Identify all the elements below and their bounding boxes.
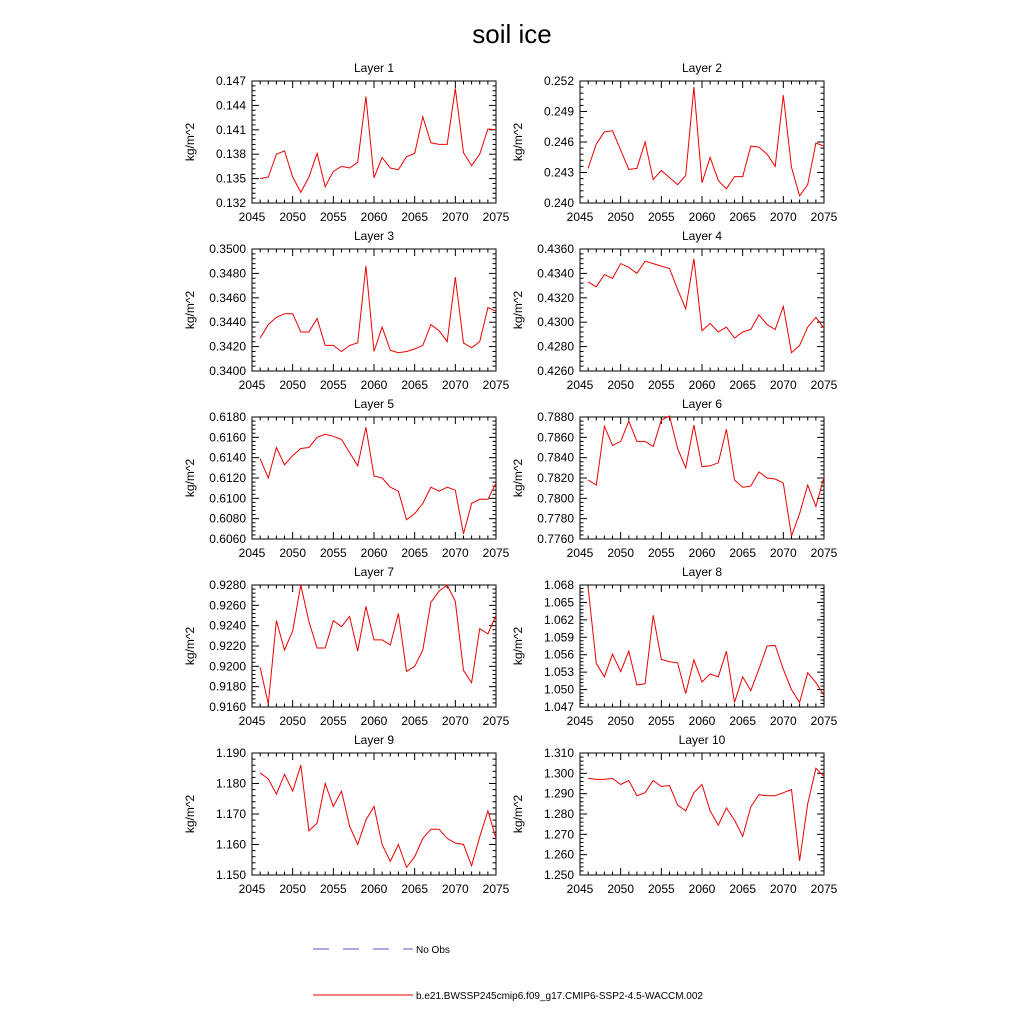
series-line (588, 768, 824, 861)
plot-frame (580, 585, 824, 707)
x-tick-label: 2050 (279, 378, 307, 392)
panel-title: Layer 7 (353, 565, 395, 579)
y-tick-label: 0.9260 (209, 598, 246, 613)
y-tick-label: 1.047 (543, 700, 574, 714)
x-tick-label: 2075 (810, 714, 838, 728)
panel-title: Layer 5 (353, 397, 395, 411)
y-axis-label: kg/m^2 (183, 122, 197, 162)
x-tick-label: 2060 (688, 546, 716, 560)
y-tick-label: 0.6140 (209, 450, 246, 465)
y-tick-label: 0.3400 (209, 364, 246, 378)
x-tick-label: 2045 (566, 378, 594, 392)
y-axis-label: kg/m^2 (511, 458, 525, 498)
y-tick-label: 0.9220 (209, 639, 246, 653)
y-tick-label: 1.270 (543, 827, 574, 842)
panel-layer-5 (183, 397, 510, 560)
x-tick-label: 2050 (279, 882, 307, 896)
x-tick-label: 2045 (566, 210, 594, 224)
y-tick-label: 0.252 (543, 74, 574, 88)
x-tick-label: 2050 (607, 546, 635, 560)
x-tick-label: 2045 (238, 546, 266, 560)
x-tick-label: 2055 (647, 378, 675, 392)
y-tick-label: 0.3480 (209, 266, 246, 281)
y-tick-label: 0.9160 (209, 700, 246, 714)
x-tick-label: 2060 (360, 378, 388, 392)
y-axis-label: kg/m^2 (511, 794, 525, 834)
panel-title: Layer 8 (681, 565, 723, 579)
series-line (260, 765, 496, 867)
y-tick-label: 1.065 (543, 595, 574, 610)
x-tick-label: 2060 (360, 546, 388, 560)
y-tick-label: 0.147 (215, 74, 246, 88)
x-tick-label: 2065 (401, 210, 429, 224)
x-tick-label: 2070 (769, 546, 797, 560)
panel-layer-2 (511, 61, 838, 224)
x-tick-label: 2045 (238, 714, 266, 728)
plot-frame (252, 753, 496, 875)
x-tick-label: 2075 (810, 882, 838, 896)
x-tick-label: 2060 (688, 882, 716, 896)
y-tick-label: 0.246 (543, 135, 574, 149)
x-tick-label: 2065 (729, 714, 757, 728)
panel-layer-10 (511, 733, 838, 896)
x-tick-label: 2065 (401, 714, 429, 728)
y-tick-label: 0.4260 (537, 364, 574, 378)
y-tick-label: 0.9180 (209, 679, 246, 694)
series-line (588, 259, 824, 353)
y-tick-label: 0.7820 (537, 471, 574, 485)
x-tick-label: 2055 (319, 546, 347, 560)
x-tick-label: 2070 (441, 882, 469, 896)
y-tick-label: 0.144 (215, 98, 246, 113)
y-tick-label: 0.4320 (537, 290, 574, 305)
x-tick-label: 2065 (729, 378, 757, 392)
y-tick-label: 0.249 (543, 104, 574, 119)
y-tick-label: 0.6060 (209, 532, 246, 546)
series-line (260, 427, 496, 534)
panel-layer-9 (183, 733, 510, 896)
y-tick-label: 0.135 (215, 171, 246, 186)
x-tick-label: 2075 (810, 210, 838, 224)
y-tick-label: 0.6180 (209, 410, 246, 424)
x-tick-label: 2050 (607, 378, 635, 392)
plot-frame (580, 249, 824, 371)
plot-frame (252, 81, 496, 203)
y-tick-label: 0.6160 (209, 430, 246, 445)
x-tick-label: 2055 (319, 378, 347, 392)
y-tick-label: 0.7760 (537, 532, 574, 546)
y-tick-label: 1.170 (215, 807, 246, 821)
x-tick-label: 2070 (769, 714, 797, 728)
y-tick-label: 1.290 (543, 786, 574, 801)
y-tick-label: 0.9200 (209, 659, 246, 674)
x-tick-label: 2075 (482, 210, 510, 224)
x-tick-label: 2070 (441, 714, 469, 728)
y-axis-label: kg/m^2 (511, 122, 525, 162)
y-axis-label: kg/m^2 (511, 626, 525, 666)
y-tick-label: 0.6120 (209, 471, 246, 485)
y-tick-label: 1.260 (543, 847, 574, 862)
y-tick-label: 0.7780 (537, 511, 574, 526)
x-tick-label: 2055 (647, 210, 675, 224)
x-tick-label: 2050 (279, 714, 307, 728)
y-tick-label: 1.059 (543, 630, 574, 645)
x-tick-label: 2070 (769, 882, 797, 896)
x-tick-label: 2045 (238, 882, 266, 896)
y-tick-label: 1.160 (215, 837, 246, 852)
x-tick-label: 2055 (319, 714, 347, 728)
series-line (260, 585, 496, 704)
plot-frame (580, 753, 824, 875)
x-tick-label: 2075 (482, 546, 510, 560)
y-tick-label: 0.4340 (537, 266, 574, 281)
figure-title: soil ice (472, 19, 552, 49)
y-tick-label: 1.280 (543, 807, 574, 821)
legend (313, 945, 703, 1002)
legend-label-no-obs: No Obs (416, 945, 450, 956)
x-tick-label: 2055 (647, 882, 675, 896)
y-axis-label: kg/m^2 (183, 794, 197, 834)
panel-title: Layer 9 (353, 733, 395, 747)
y-tick-label: 1.053 (543, 665, 574, 680)
x-tick-label: 2075 (482, 714, 510, 728)
y-tick-label: 1.056 (543, 647, 574, 662)
y-tick-label: 0.7840 (537, 450, 574, 465)
y-tick-label: 0.9280 (209, 578, 246, 592)
plot-frame (252, 417, 496, 539)
x-tick-label: 2060 (360, 882, 388, 896)
plot-frame (580, 81, 824, 203)
panel-title: Layer 4 (681, 229, 723, 243)
series-line (260, 266, 496, 353)
y-tick-label: 0.141 (215, 122, 246, 137)
x-tick-label: 2060 (360, 210, 388, 224)
y-tick-label: 1.050 (543, 682, 574, 697)
x-tick-label: 2045 (238, 378, 266, 392)
panel-layer-6 (511, 397, 838, 560)
y-tick-label: 1.150 (215, 868, 246, 882)
y-axis-label: kg/m^2 (183, 626, 197, 666)
x-tick-label: 2050 (607, 882, 635, 896)
y-tick-label: 0.3460 (209, 290, 246, 305)
x-tick-label: 2070 (441, 210, 469, 224)
y-tick-label: 0.4280 (537, 339, 574, 354)
y-tick-label: 0.9240 (209, 618, 246, 633)
x-tick-label: 2055 (647, 546, 675, 560)
y-tick-label: 0.6100 (209, 491, 246, 506)
plot-frame (580, 417, 824, 539)
x-tick-label: 2060 (688, 714, 716, 728)
panel-layer-4 (511, 229, 838, 392)
y-tick-label: 1.068 (543, 578, 574, 592)
y-tick-label: 0.240 (543, 196, 574, 210)
y-tick-label: 0.4360 (537, 242, 574, 256)
series-line (588, 87, 824, 196)
x-tick-label: 2065 (729, 546, 757, 560)
y-tick-label: 0.7860 (537, 430, 574, 445)
y-axis-label: kg/m^2 (511, 290, 525, 330)
y-tick-label: 0.6080 (209, 511, 246, 526)
x-tick-label: 2065 (401, 546, 429, 560)
x-tick-label: 2050 (607, 714, 635, 728)
x-tick-label: 2070 (441, 378, 469, 392)
y-tick-label: 1.300 (543, 766, 574, 781)
x-tick-label: 2065 (401, 378, 429, 392)
y-axis-label: kg/m^2 (183, 458, 197, 498)
x-tick-label: 2065 (729, 882, 757, 896)
panel-title: Layer 1 (353, 61, 395, 75)
x-tick-label: 2045 (238, 210, 266, 224)
x-tick-label: 2060 (360, 714, 388, 728)
x-tick-label: 2070 (769, 378, 797, 392)
panel-title: Layer 10 (678, 733, 726, 747)
y-tick-label: 0.3500 (209, 242, 246, 256)
y-tick-label: 0.138 (215, 147, 246, 162)
panel-layer-8 (511, 565, 838, 728)
y-tick-label: 1.190 (215, 746, 246, 760)
x-tick-label: 2050 (607, 210, 635, 224)
y-axis-label: kg/m^2 (183, 290, 197, 330)
x-tick-label: 2070 (441, 546, 469, 560)
x-tick-label: 2075 (482, 378, 510, 392)
x-tick-label: 2050 (279, 210, 307, 224)
x-tick-label: 2055 (647, 714, 675, 728)
y-tick-label: 0.132 (215, 196, 246, 210)
y-tick-label: 0.243 (543, 165, 574, 180)
y-tick-label: 0.4300 (537, 315, 574, 330)
y-tick-label: 0.7880 (537, 410, 574, 424)
series-line (588, 587, 824, 702)
x-tick-label: 2045 (566, 714, 594, 728)
x-tick-label: 2045 (566, 546, 594, 560)
y-tick-label: 0.7800 (537, 491, 574, 506)
y-tick-label: 1.310 (543, 746, 574, 760)
x-tick-label: 2060 (688, 210, 716, 224)
y-tick-label: 1.062 (543, 612, 574, 627)
series-line (260, 88, 496, 192)
x-tick-label: 2055 (319, 882, 347, 896)
x-tick-label: 2060 (688, 378, 716, 392)
legend-label-model: b.e21.BWSSP245cmip6.f09_g17.CMIP6-SSP2-4.5-WACCM.002 (416, 991, 703, 1002)
x-tick-label: 2045 (566, 882, 594, 896)
x-tick-label: 2075 (482, 882, 510, 896)
plot-frame (252, 585, 496, 707)
panel-layer-3 (183, 229, 510, 392)
y-tick-label: 1.250 (543, 868, 574, 882)
y-tick-label: 0.3440 (209, 315, 246, 330)
panel-layer-1 (183, 61, 510, 224)
panel-title: Layer 6 (681, 397, 723, 411)
x-tick-label: 2070 (769, 210, 797, 224)
x-tick-label: 2075 (810, 378, 838, 392)
x-tick-label: 2050 (279, 546, 307, 560)
x-tick-label: 2065 (401, 882, 429, 896)
x-tick-label: 2075 (810, 546, 838, 560)
y-tick-label: 1.180 (215, 776, 246, 791)
panel-title: Layer 3 (353, 229, 395, 243)
panel-layer-7 (183, 565, 510, 728)
panel-title: Layer 2 (681, 61, 723, 75)
series-line (588, 416, 824, 536)
x-tick-label: 2055 (319, 210, 347, 224)
panels-grid (183, 61, 838, 896)
x-tick-label: 2065 (729, 210, 757, 224)
y-tick-label: 0.3420 (209, 339, 246, 354)
